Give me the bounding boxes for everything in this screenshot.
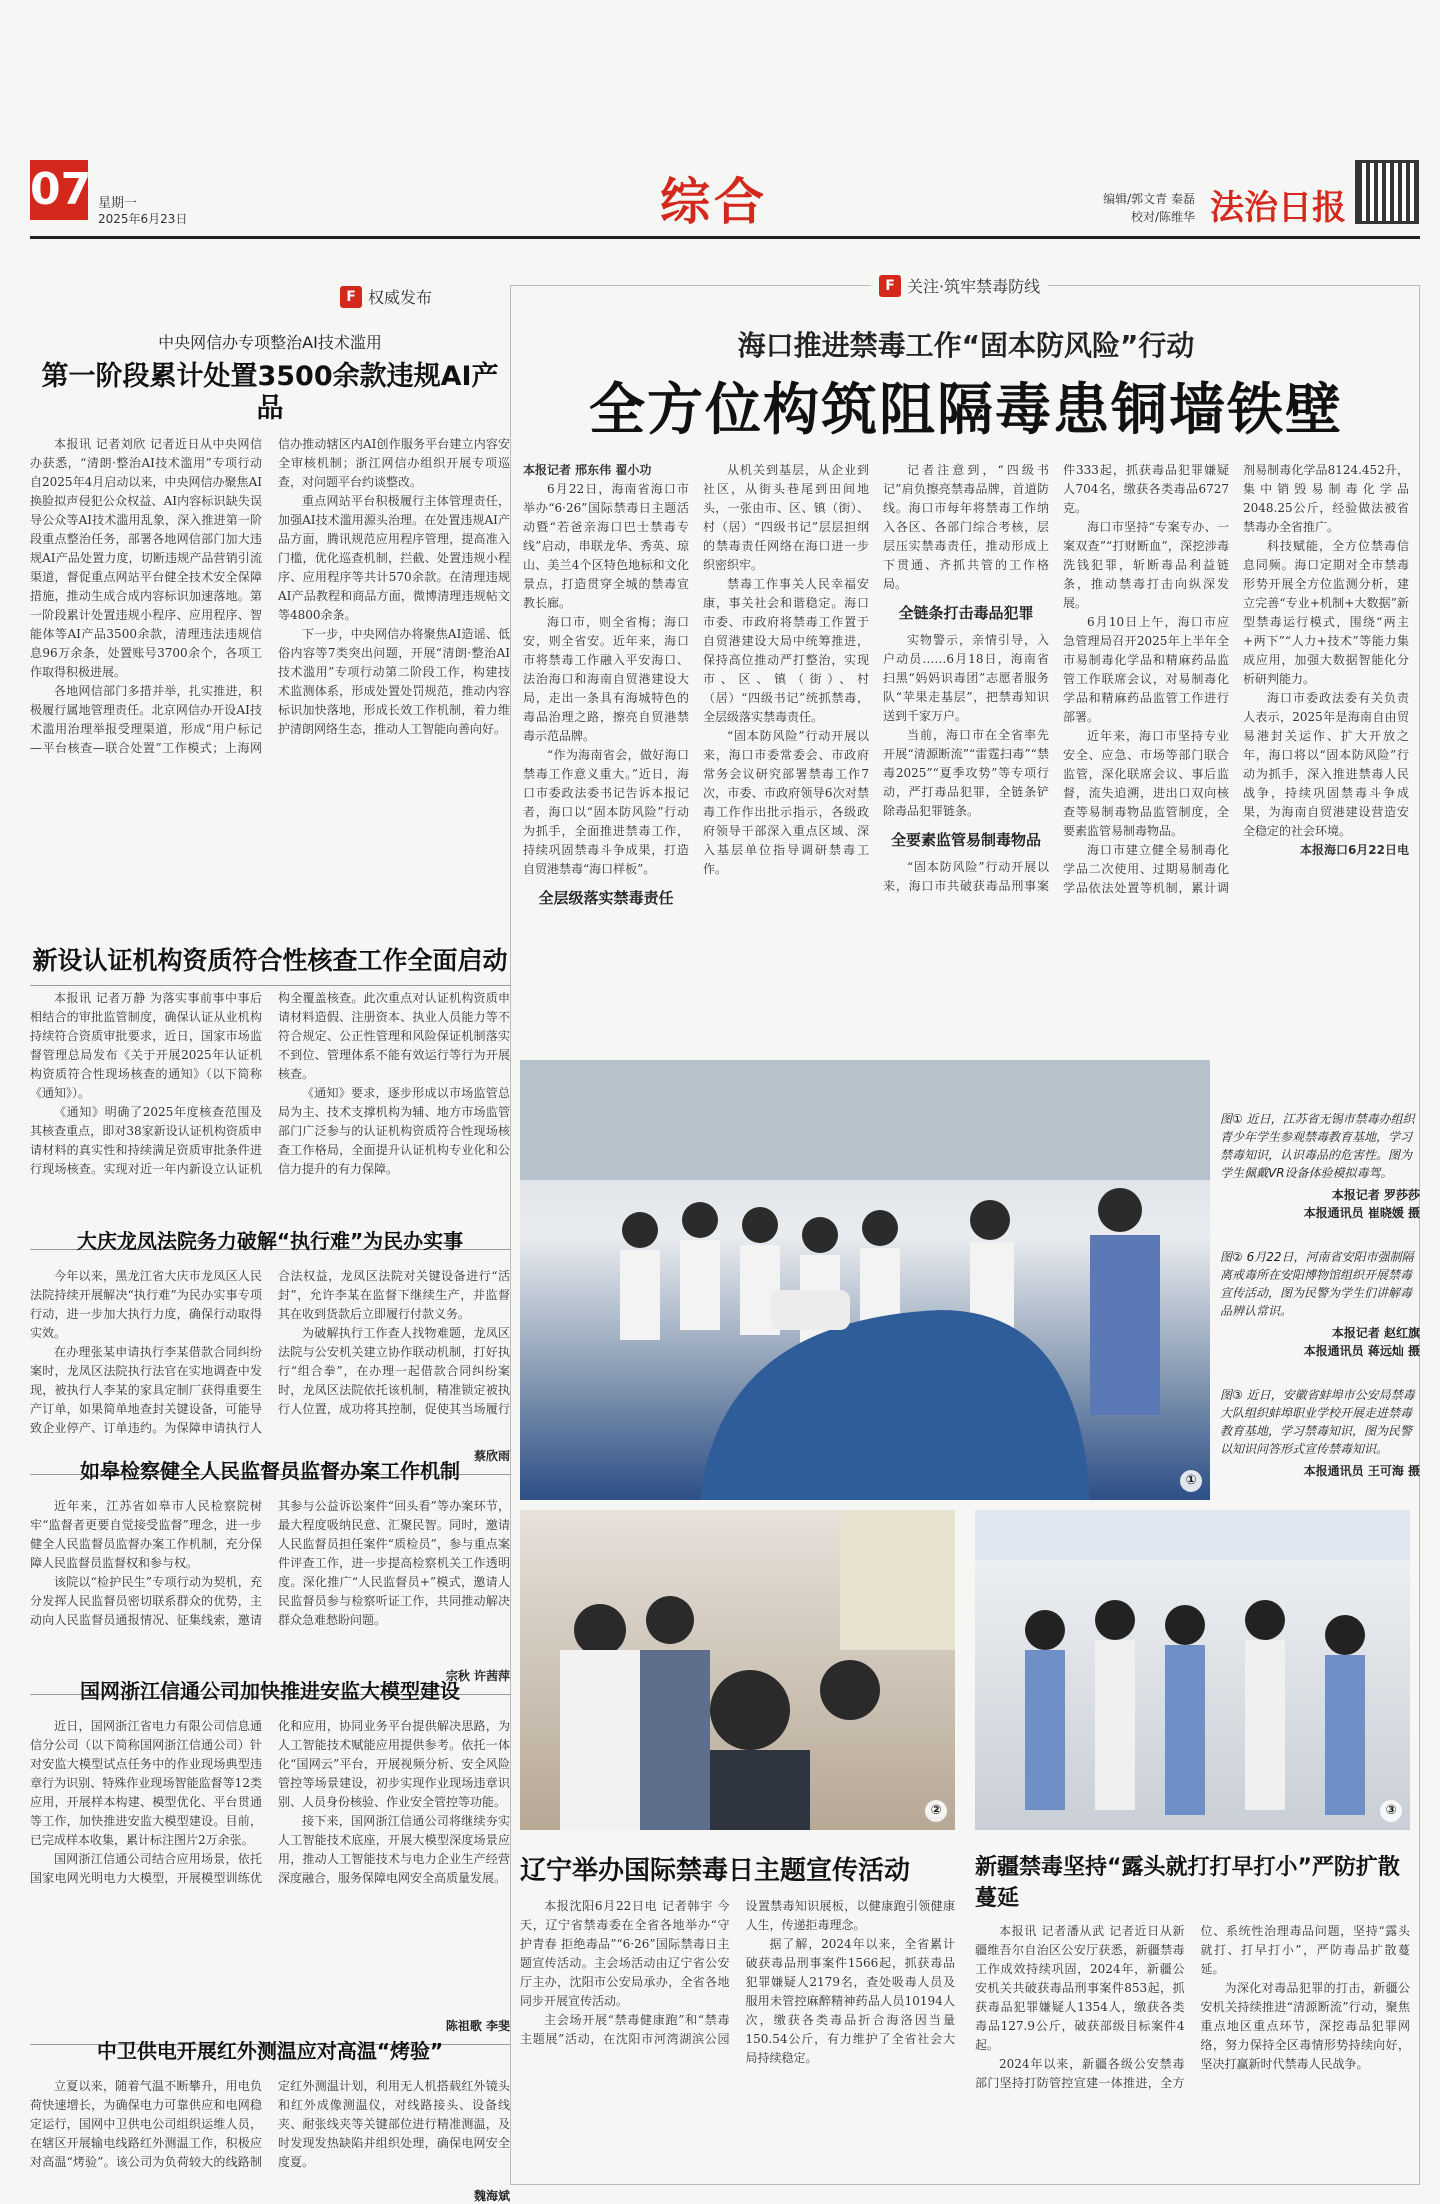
- article-paragraph: 近年来，江苏省如皋市人民检察院树牢“监督者更要自觉接受监督”理念，进一步健全人民监督员监督办案工作机制，充分保障人民监督员监督权和参与权。: [30, 1499, 262, 1570]
- article-body: [30, 435, 510, 975]
- article-zhejiang-telecom: [30, 1675, 510, 2055]
- section-title: 综合: [660, 173, 768, 231]
- section-tag-label: 关注·筑牢禁毒防线: [907, 277, 1041, 296]
- article-paragraph: 立夏以来，随着气温不断攀升，用电负荷快速增长，为确保电力可靠供应和电网稳定运行，国网中卫供电公司组织运维人员，在辖区开展输电线路红外测温工作，积极应对高温“烤验”。该公司为负荷较大的线路制定红外测温计划，利用无人机搭载红外镜头和红外成像测温仪，对线路接头、设备线夹、耐张线夹等关键部位进行精准测温，及时发现发热缺陷并组织处理，确保电网安全度夏。: [30, 2079, 510, 2169]
- feature-byline: 本报记者 邢东伟 翟小功: [523, 463, 652, 477]
- article-headline: 国网浙江信通公司加快推进安监大模型建设: [80, 1679, 460, 1703]
- article-liaoning: [520, 1850, 955, 2157]
- feature-paragraph: 记者注意到，“四级书记”肩负擦亮禁毒品牌，首道防线。海口市每年将禁毒工作纳入各区、各部门综合考核，层层压实禁毒责任，推动形成上下贯通、齐抓共管的工作格局。: [883, 463, 1049, 591]
- feature-paragraph: 科技赋能，全方位禁毒信息同频。海口定期对全市禁毒形势开展全方位监测分析，建立完善“专业+机制+大数据”新型禁毒运行模式，围绕“两主+两下”“人力+技术”等能力集成应用，加强大数据智能化分析研判能力。: [1243, 539, 1409, 686]
- article-body: [975, 1922, 1410, 2182]
- section-tag-label: 权威发布: [368, 288, 433, 307]
- article-xinjiang: [975, 1850, 1410, 2182]
- article-signature: 陈祖歌 李斐: [445, 2019, 510, 2033]
- feature-paragraph: 实物警示，亲情引导，入户动员……6月18日，海南省扫黑“妈妈识毒团”志愿者服务队“苹果走基层”，把禁毒知识送到千家万户。: [883, 633, 1049, 723]
- section-tag-left: [340, 285, 432, 308]
- section-tag-right: [871, 274, 1048, 297]
- article-headline: 新疆禁毒坚持“露头就打打早打小”严防扩散蔓延: [975, 1855, 1400, 1911]
- article-body: [30, 989, 510, 1239]
- article-signature: 蔡欣雨: [473, 1449, 510, 1463]
- page-number: 07: [30, 160, 88, 220]
- feature-subheading: 全链条打击毒品犯罪: [898, 604, 1034, 622]
- caption-1: [1220, 1110, 1420, 1222]
- caption-credit: 本报记者 赵红旗 本报通讯员 蒋远灿 摄: [1303, 1326, 1420, 1358]
- article-kicker: 中央网信办专项整治AI技术滥用: [158, 333, 382, 352]
- article-headline: 如皋检察健全人民监督员监督办案工作机制: [80, 1459, 460, 1483]
- article-paragraph: 本报沈阳6月22日电 记者韩宇 今天，辽宁省禁毒委在全省各地举办“守护青春 拒绝毒品”“6·26”国际禁毒日主题宣传活动。主会场活动由辽宁省公安厅主办，沈阳市公安局承办，全省各地同步开展宣传活动。: [520, 1899, 730, 2008]
- feature-paragraph: 近年来，海口市坚持专业安全、应急、市场等部门联合监管，深化联席会议、事后监督，流失追溯，进出口双向核查等易制毒物品监管制度，全要素监管易制毒物品。: [1063, 729, 1229, 838]
- article-headline: 大庆龙凤法院务力破解“执行难”为民办实事: [76, 1229, 464, 1253]
- article-paragraph: 主会场开展“禁毒健康跑”和“禁毒主题展”活动，在沈阳市河湾湖滨公园设置禁毒知识展板，以健康跑引领健康人生，传递拒毒理念。: [520, 1899, 955, 2046]
- editor-credits: [1085, 190, 1195, 226]
- article-paragraph: 2024年以来，新疆各级公安禁毒部门坚持打防管控宣建一体推进，全方位、系统性治理毒品问题，坚持“露头就打、打早打小”，严防毒品扩散蔓延。: [975, 1924, 1410, 2090]
- weekday: 星期一: [98, 196, 138, 211]
- feature-paragraph: “作为海南省会，做好海口禁毒工作意义重大。”近日，海口市委政法委书记告诉本报记者，海口以“固本防风险”行动为抓手，全面推进禁毒工作，持续巩固禁毒斗争成果，打造自贸港禁毒“海口样板”。: [523, 748, 689, 876]
- feature-paragraph: 海口市建立健全易制毒化学品二次使用、过期易制毒化学品依法处置等机制，累计调剂易制毒化学品8124.452升，集中销毁易制毒化学品2048.25公斤，经验做法被省禁毒办全省推广。: [1063, 463, 1409, 895]
- caption-text: 图② 6月22日，河南省安阳市强制隔离戒毒所在安阳博物馆组织开展禁毒宣传活动，图为民警为学生们讲解毒品辨认常识。: [1220, 1250, 1414, 1318]
- article-paragraph: 各地网信部门多措并举，扎实推进，积极履行属地管理责任。北京网信办开设AI技术滥用治理举报受理渠道，形成“用户标记—平台核查—联合处置”工作模式；上海网信办推动辖区内AI创作服务平台建立内容安全审核机制；浙江网信办组织开展专项巡查，对问题平台约谈整改。: [30, 437, 510, 755]
- article-paragraph: 该院以“检护民生”专项行动为契机，充分发挥人民监督员密切联系群众的优势，主动向人民监督员通报情况、征集线索，邀请其参与公益诉讼案件“回头看”等办案环节，最大程度吸纳民意、汇聚民智。同时，邀请人民监督员担任案件“质检员”，参与重点案件评查工作，进一步提高检察机关工作透明度。深化推广“人民监督员+”模式，邀请人民监督员参与检察听证工作，共同推动解决群众急难愁盼问题。: [30, 1499, 510, 1627]
- feature-paragraph: “固本防风险”行动开展以来，海口市共破获毒品刑事案件333起，抓获毒品犯罪嫌疑人704名，缴获各类毒品6727克。: [883, 463, 1229, 893]
- photo-illustration: [520, 1510, 955, 1830]
- feature-subheading: 全要素监管易制毒物品: [890, 831, 1041, 849]
- photo-number: ①: [1180, 1470, 1202, 1492]
- article-paragraph: 近日，国网浙江省电力有限公司信息通信分公司（以下简称国网浙江信通公司）针对安监大模型试点任务中的作业现场典型违章行为识别、特殊作业现场智能监督等12类应用，开展样本构建、模型优化、平台贯通等工作，加快推进安监大模型建设。目前，已完成样本收集，累计标注图片2万余张。: [30, 1719, 262, 1847]
- feature-paragraph: 海口市坚持“专案专办、一案双查”“打财断血”，深挖涉毒洗钱犯罪，斩断毒品利益链条，推动禁毒打击向纵深发展。: [1063, 520, 1229, 610]
- caption-text: 图③ 近日，安徽省蚌埠市公安局禁毒大队组织蚌埠职业学校开展走进禁毒教育基地，学习禁毒知识，图为民警以知识问答形式宣传禁毒知识。: [1220, 1388, 1415, 1456]
- article-paragraph: 本报讯 记者万静 为落实事前事中事后相结合的审批监管制度，确保认证从业机构持续符合资质审批要求，近日，国家市场监督管理总局发布《关于开展2025年认证机构资质符合性现场核查的通知》（以下简称《通知》）。: [30, 991, 262, 1100]
- article-paragraph: 接下来，国网浙江信通公司将继续夯实人工智能技术底座，开展大模型深度场景应用，推动人工智能技术与电力企业生产经营深度融合，服务保障电网安全高质量发展。: [278, 1814, 510, 1885]
- article-paragraph: 下一步，中央网信办将聚焦AI造谣、低俗内容等7类突出问题，开展“清朗·整治AI技术滥用”专项行动第二阶段工作，构建技术监测体系，形成处置处罚规范，推动内容标识加快落地，形成长效工作机制，着力维护清朗网络生态，推动人工智能向善向好。: [278, 627, 510, 736]
- section-tag-icon: F: [879, 275, 901, 297]
- article-paragraph: 本报讯 记者潘从武 记者近日从新疆维吾尔自治区公安厅获悉，新疆禁毒工作成效持续巩固，2024年，新疆公安机关共破获毒品刑事案件853起，抓获毒品犯罪嫌疑人1354人，缴获各类毒品127.9公斤，破获部级目标案件4起。: [975, 1924, 1185, 2052]
- article-body: [30, 1497, 510, 1667]
- qr-code-icon: [1355, 160, 1419, 224]
- article-rugao-procuratorate: [30, 1455, 510, 1705]
- article-zhongwei-power: [30, 2035, 510, 2204]
- photo-vr-experience: [520, 1060, 1210, 1500]
- feature-paragraph: 海口市委政法委有关负责人表示，2025年是海南自由贸易港封关运作、扩大开放之年，海口将以“固本防风险”行动为抓手，深入推进禁毒人民战争，持续巩固禁毒斗争成果，为海南自贸港建设营造安全稳定的社会环境。: [1243, 691, 1409, 838]
- article-paragraph: 《通知》明确了2025年度核查范围及其核查重点，即对38家新设认证机构资质申请材料的真实性和持续满足资质审批条件进行现场核查。实现对近一年内新设立认证机构全覆盖核查。此次重点对认证机构资质申请材料造假、注册资本、执业人员能力等不符合规定、公正性管理和风险保证机制落实不到位、管理体系不能有效运行等行为开展核查。: [30, 991, 510, 1176]
- article-paragraph: 今年以来，黑龙江省大庆市龙凤区人民法院持续开展解决“执行难”为民办实事专项行动，进一步加大执行力度，确保行动取得实效。: [30, 1269, 262, 1340]
- feature-paragraph: 禁毒工作事关人民幸福安康，事关社会和谐稳定。海口市委、市政府将禁毒工作置于自贸港建设大局中统筹推进，保持高位推动严打整治，实现市、区、镇（街）、村（居）“四级书记”统抓禁毒，全层级落实禁毒责任。: [703, 577, 869, 724]
- article-paragraph: 重点网站平台积极履行主体管理责任，加强AI技术滥用源头治理。在处置违规AI产品方面，腾讯规范应用程序管理，提高准入门槛，优化巡查机制，拦截、处置违规小程序、应用程序等共计570余款。在清理违规AI产品教程和商品方面，微博清理违规帖文等4800余条。: [278, 494, 510, 622]
- article-paragraph: 国网浙江信通公司结合应用场景，依托国家电网光明电力大模型，开展模型训练优化和应用，协同业务平台提供解决思路，为人工智能技术赋能应用提供参考。依托一体化“国网云”平台，开展视频分析、安全风险管控等场景建设，初步实现作业现场违章识别、人员身份核验、作业安全管控等功能。: [30, 1719, 510, 1885]
- article-signature: 宗秋 许茜萍: [445, 1669, 510, 1683]
- feature-paragraph: 海口市，则全省梅；海口安，则全省安。近年来，海口市将禁毒工作融入平安海口、法治海口和海南自贸港建设大局，走出一条具有海城特色的毒品治理之路，擦亮自贸港禁毒示范品牌。: [523, 615, 689, 743]
- article-daqing-court: [30, 1225, 510, 1485]
- feature-kicker: 海口推进禁毒工作“固本防风险”行动: [737, 329, 1195, 362]
- caption-credit: 本报通讯员 王可海 摄: [1303, 1464, 1420, 1478]
- article-body: [520, 1897, 955, 2157]
- photo-captions: [1220, 1110, 1420, 1506]
- caption-credit: 本报记者 罗莎莎 本报通讯员 崔晓媛 摄: [1303, 1188, 1420, 1220]
- article-body: [30, 1717, 510, 2017]
- newspaper-logo: 法治日报: [1210, 188, 1346, 228]
- article-body: [30, 2077, 510, 2187]
- editor-line: 编辑/郭文青 秦磊: [1103, 192, 1195, 206]
- feature-paragraph: 6月22日，海南省海口市举办“6·26”国际禁毒日主题活动暨“若爸亲海口巴士禁毒专线”启动，串联龙华、秀英、琼山、美兰4个区特色地标和文化景点，打造贯穿全城的禁毒宣教长廊。: [523, 482, 689, 610]
- article-paragraph: 据了解，2024年以来，全省累计破获毒品刑事案件1566起，抓获毒品犯罪嫌疑人2179名，查处吸毒人员及服用未管控麻醉精神药品人员10194人次，缴获各类毒品折合海洛因当量150.54公斤，有力维护了全省社会大局持续稳定。: [745, 1937, 955, 2065]
- photo-number: ③: [1380, 1800, 1402, 1822]
- feature-dateline: 本报海口6月22日电: [1299, 843, 1409, 857]
- feature-paragraph: 从机关到基层，从企业到社区，从街头巷尾到田间地头，一张由市、区、镇（街）、村（居）“四级书记”层层担纲的禁毒责任网络在海口进一步织密织牢。: [703, 463, 869, 572]
- proof-line: 校对/陈维华: [1130, 210, 1195, 224]
- article-ai-governance: [30, 330, 510, 996]
- masthead-rule: [30, 236, 1420, 239]
- photo-number: ②: [925, 1800, 947, 1822]
- article-headline: 辽宁举办国际禁毒日主题宣传活动: [520, 1856, 911, 1886]
- article-body: [30, 1267, 510, 1447]
- photo-police-quiz: [975, 1510, 1410, 1830]
- photo-museum-exhibit: [520, 1510, 955, 1830]
- article-headline: 新设认证机构资质符合性核查工作全面启动: [32, 946, 508, 975]
- article-paragraph: 在办理张某申请执行李某借款合同纠纷案时，龙凤区法院执行法官在实地调查中发现，被执行人李某的家具定制厂获得重要生产订单，如果简单地查封关键设备，可能导致企业停产、订单违约。为保障申请执行人合法权益，龙凤区法院对关键设备进行“活封”，允许李某在监督下继续生产，并监督其在收到货款后立即履行付款义务。: [30, 1269, 510, 1435]
- article-signature: 魏海斌: [473, 2189, 510, 2203]
- photo-illustration: [520, 1060, 1210, 1500]
- photo-illustration: [975, 1510, 1410, 1830]
- feature-paragraph: “固本防风险”行动开展以来，海口市委常委会、市政府常务会议研究部署禁毒工作7次，市委、市政府领导6次对禁毒工作作出批示指示，各级政府领导干部深入重点区域、深入基层单位指导调研禁毒工作。: [703, 729, 869, 876]
- caption-3: [1220, 1386, 1420, 1480]
- feature-paragraph: 6月10日上午，海口市应急管理局召开2025年上半年全市易制毒化学品和精麻药品监管工作联席会议，对易制毒化学品和精麻药品监管工作进行部署。: [1063, 615, 1229, 724]
- article-paragraph: 为深化对毒品犯罪的打击，新疆公安机关持续推进“清源断流”行动，聚焦重点地区重点环节，深挖毒品犯罪网络，努力保持全区毒情形势持续向好，坚决打赢新时代禁毒人民战争。: [1200, 1981, 1410, 2071]
- article-paragraph: 为破解执行工作查人找物难题，龙凤区法院与公安机关建立协作联动机制，打好执行“组合拳”，在办理一起借款合同纠纷案时，龙凤区法院依托该机制，精准锁定被执行人位置，成功将其控制，促使其当场履行: [278, 1326, 510, 1416]
- feature-headline: 全方位构筑阻隔毒患铜墙铁壁: [589, 378, 1343, 443]
- section-tag-icon: F: [340, 286, 362, 308]
- article-certification-check: [30, 945, 510, 1260]
- issue-date: 2025年6月23日: [98, 212, 188, 226]
- feature-subheading: 全层级落实禁毒责任: [538, 889, 674, 907]
- caption-2: [1220, 1248, 1420, 1360]
- caption-text: 图① 近日，江苏省无锡市禁毒办组织青少年学生参观禁毒教育基地，学习禁毒知识，认识毒品的危害性。图为学生佩戴VR设备体验模拟毒驾。: [1220, 1112, 1415, 1180]
- masthead: [0, 0, 1440, 230]
- article-paragraph: 本报讯 记者刘欣 记者近日从中央网信办获悉，“清朗·整治AI技术滥用”专项行动自2025年4月启动以来，中央网信办聚焦AI换脸拟声侵犯公众权益、AI内容标识缺失误导公众等AI技术滥用乱象，深入推进第一阶段重点整治任务，部署各地网信部门加大违规AI产品处置力度，切断违规产品营销引流渠道，督促重点网站平台健全技术安全保障措施，推动生成合成内容标识加速落地。第一阶段累计处置违规小程序、应用程序、智能体等AI产品3500余款，清理违法违规信息96万余条，处置账号3700余个，各项工作取得积极进展。: [30, 437, 262, 679]
- feature-paragraph: 当前，海口市在全省率先开展“清源断流”“雷霆扫毒”“禁毒2025”“夏季攻势”等专项行动，严打毒品犯罪，全链条铲除毒品犯罪链条。: [883, 728, 1049, 818]
- article-headline: 第一阶段累计处置3500余款违规AI产品: [41, 361, 499, 424]
- article-paragraph: 《通知》要求，逐步形成以市场监管总局为主、技术支撑机构为辅、地方市场监管部门广泛参与的认证机构资质符合性现场核查工作格局，全面提升认证机构专业化和公信力提升的有力保障。: [278, 1086, 510, 1176]
- article-headline: 中卫供电开展红外测温应对高温“烤验”: [96, 2039, 444, 2063]
